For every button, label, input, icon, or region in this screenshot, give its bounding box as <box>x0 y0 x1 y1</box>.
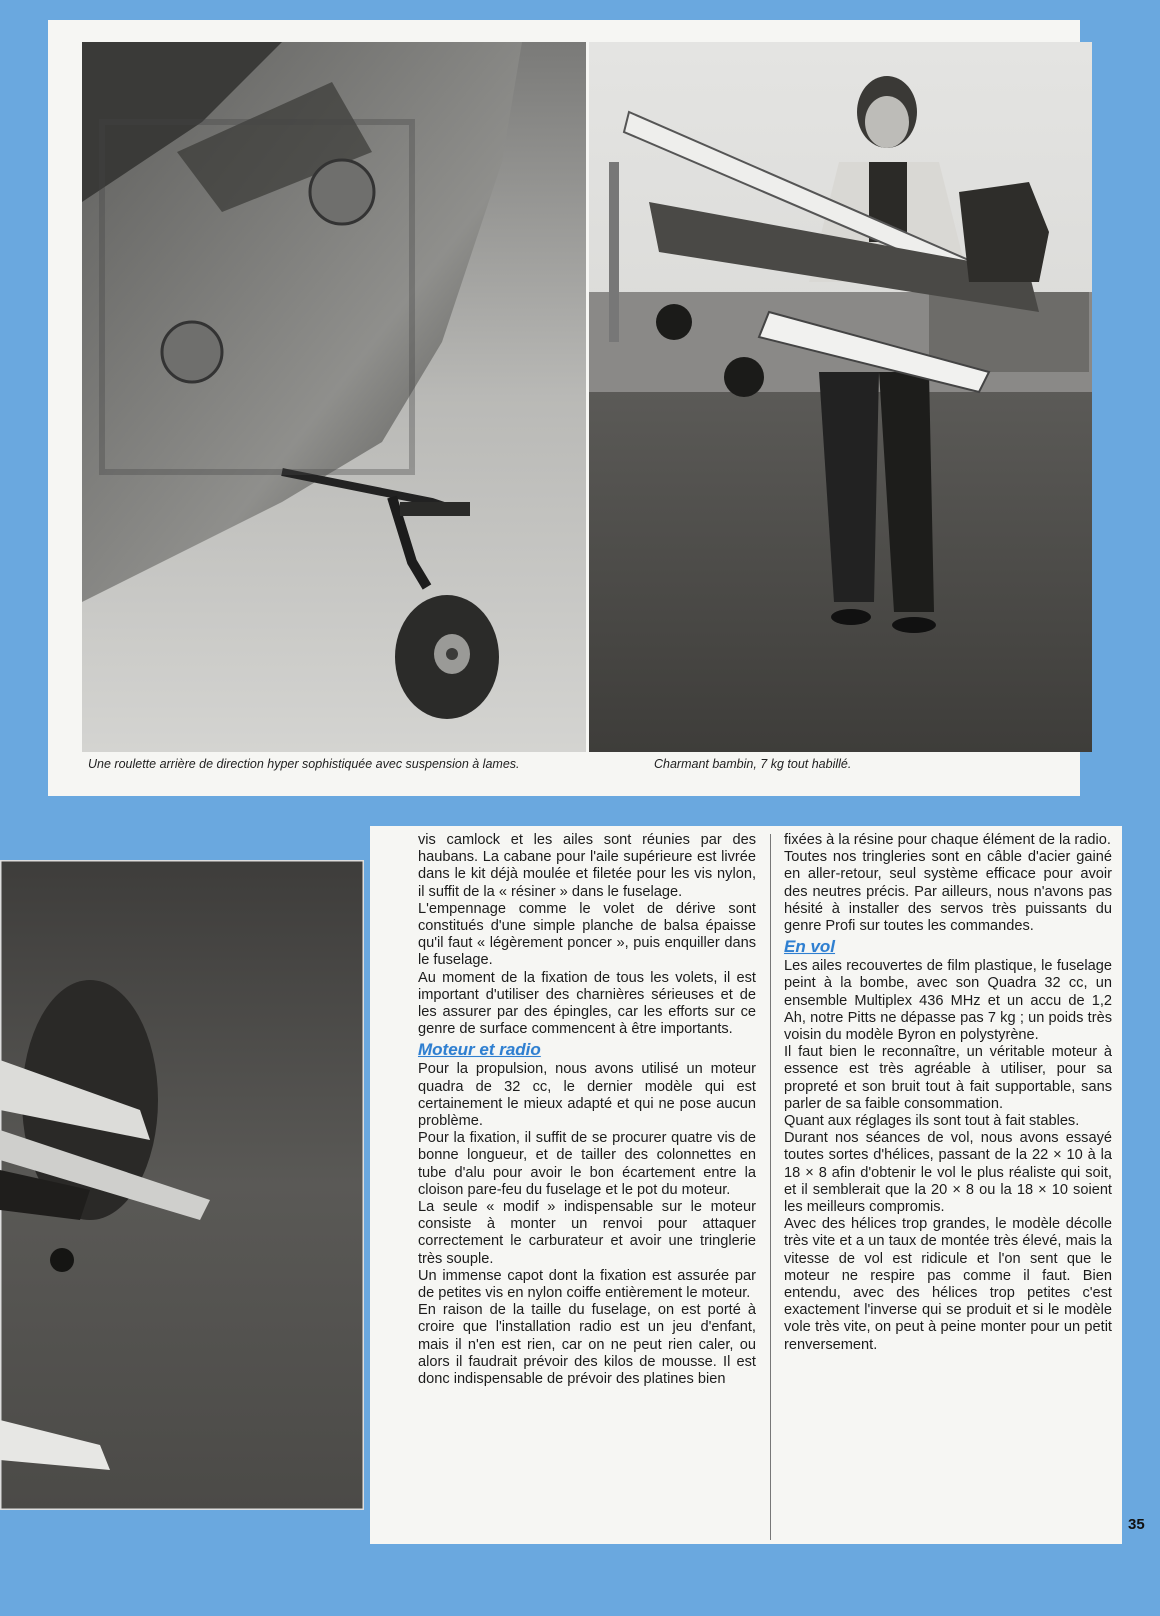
tailwheel-caption: Une roulette arrière de direction hyper sophistiquée avec suspension à lames. <box>88 757 520 771</box>
article-column-2 <box>784 832 1112 1354</box>
paragraph: La seule « modif » indispensable sur le moteur consiste à monter un renvoi pour attaquer correctement le carburateur et avoir une tringlerie très souple. <box>418 1199 756 1267</box>
section-heading-moteur-radio: Moteur et radio <box>418 1040 541 1060</box>
paragraph: Au moment de la fixation de tous les volets, il est important d'utiliser des charnières sérieuses et de les assurer par des épingles, car les efforts sur ce genre de surface commencent à être importants. <box>418 969 756 1038</box>
column-divider <box>770 834 771 1540</box>
section-heading-en-vol: En vol <box>784 937 836 957</box>
paragraph: Toutes nos tringleries sont en câble d'acier gainé en aller-retour, seul système efficace pour avoir des neutres précis. Par ailleurs, nous n'avons pas hésité à installer des servos très puissants du genre Profi sur toutes les commandes. <box>784 849 1112 935</box>
biplane-ground-photo <box>0 860 364 1510</box>
paragraph: Pour la propulsion, nous avons utilisé un moteur quadra de 32 cc, le dernier modèle qui est certainement le mieux adapté et qui ne pose aucun problème. <box>418 1061 756 1130</box>
article-text-panel <box>370 826 1122 1544</box>
paragraph: Durant nos séances de vol, nous avons essayé toutes sortes d'hélices, passant de la 22 × 10 à la 18 × 8 afin d'obtenir le vol le plus réaliste qui soit, et il semblerait que la 20 × 8 ou la 18 × 10 soient les meilleurs compromis. <box>784 1130 1112 1216</box>
article-column-1 <box>418 832 756 1388</box>
paragraph: Quant aux réglages ils sont tout à fait stables. <box>784 1113 1080 1130</box>
paragraph: Il faut bien le reconnaître, un véritable moteur à essence est très agréable à utiliser, pour sa propreté et son bruit tout à fait supportable, sans parler de sa faible consommation. <box>784 1044 1112 1112</box>
tailwheel-photo <box>82 42 586 752</box>
paragraph: Avec des hélices trop grandes, le modèle décolle très vite et a un taux de montée très élevé, mais la vitesse de vol est ridicule et l'on sent que le moteur ne respire pas comme il faut. Bien entendu, avec des hélices trop petites c'est exactement l'inverse qui se produit et si le modèle vole très vite, on peut à peine monter pour un petit renversement. <box>784 1216 1112 1353</box>
biplane-caption: Charmant bambin, 7 kg tout habillé. <box>654 757 852 771</box>
paragraph: Un immense capot dont la fixation est assurée par de petites vis en nylon coiffe entièrement le moteur. <box>418 1267 756 1302</box>
page-number: 35 <box>1128 1516 1145 1533</box>
paragraph: En raison de la taille du fuselage, on est porté à croire que l'installation radio est un jeu d'enfant, mais il n'en est rien, car on ne peut rien caler, ou alors il faudrait prévoir des kilos de mousse. Il est donc indispensable de prévoir des platines bien <box>418 1302 756 1388</box>
paragraph: vis camlock et les ailes sont réunies par des haubans. La cabane pour l'aile supérieure est livrée dans le kit déjà moulée et filetée pour les vis nylon, il suffit de la « résiner » dans le fuselage. <box>418 832 756 900</box>
paragraph: Pour la fixation, il suffit de se procurer quatre vis de bonne longueur, et de tailler des colonnettes en tube d'alu pour avoir le bon écartement entre la cloison pare-feu du fuselage et le pot du moteur. <box>418 1130 756 1198</box>
biplane-holder-photo <box>589 42 1092 752</box>
paragraph: Les ailes recouvertes de film plastique, le fuselage peint à la bombe, avec son Quadra 32 cc, un ensemble Multiplex 436 MHz et un accu de 1,2 Ah, notre Pitts ne dépasse pas 7 kg ; un poids très voisin du modèle Byron en polystyrène. <box>784 958 1112 1044</box>
paragraph: L'empennage comme le volet de dérive sont constitués d'une simple planche de balsa épaisse qu'il faut « légèrement poncer », puis enquiller dans le fuselage. <box>418 900 756 969</box>
paragraph: fixées à la résine pour chaque élément de la radio. <box>784 832 1111 848</box>
photo-panel <box>48 20 1080 796</box>
